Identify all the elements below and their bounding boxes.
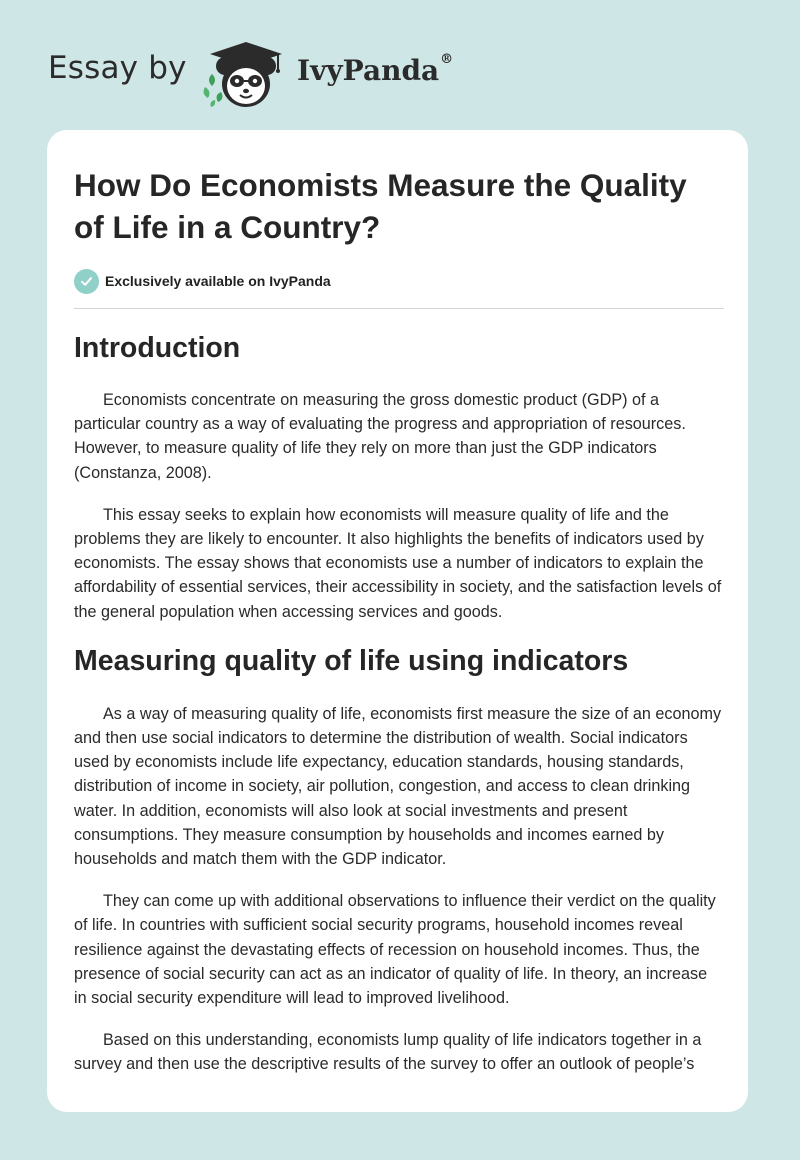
title-divider bbox=[74, 308, 724, 309]
essay-content bbox=[74, 130, 724, 1077]
ivypanda-wordmark[interactable] bbox=[297, 54, 453, 87]
panda-logo-icon[interactable] bbox=[198, 36, 294, 110]
section-heading-introduction: Introduction bbox=[74, 332, 241, 364]
essay-card bbox=[47, 130, 748, 1112]
brand-name-text: IvyPanda bbox=[297, 54, 440, 87]
essay-title: How Do Economists Measure the Quality of Life in a Country? bbox=[74, 167, 687, 245]
site-header bbox=[0, 0, 800, 130]
checkmark-icon bbox=[74, 269, 99, 294]
exclusive-badge bbox=[74, 268, 724, 294]
paragraph: They can come up with additional observations to influence their verdict on the quality of life. In countries with sufficient social security programs, household incomes reveal resilience against the devastating effects of recession on household incomes. Thus, the presence of social security can act as an indicator of quality of life. In theory, an increase in social security expenditure will lead to improved livelihood. bbox=[74, 892, 716, 1008]
section-heading-measuring: Measuring quality of life using indicators bbox=[74, 644, 629, 677]
paragraph: Based on this understanding, economists lump quality of life indicators together in a survey and then use the descriptive results of the survey to offer an outlook of people’s bbox=[74, 1031, 702, 1074]
essay-by-label: Essay by bbox=[48, 50, 187, 86]
paragraph: As a way of measuring quality of life, economists first measure the size of an economy and then use social indicators to determine the distribution of wealth. Social indicators used by economists include life expectancy, education standards, housing standards, distribution of income in society, air pollution, congestion, and access to clean drinking water. In addition, economists will also look at social investments and present consumptions. They measure consumption by households and incomes earned by households and match them with the GDP indicator. bbox=[74, 704, 722, 869]
paragraph: Economists concentrate on measuring the gross domestic product (GDP) of a particular country as a way of evaluating the progress and appropriation of resources. However, to measure quality of life they rely on more than just the GDP indicators (Constanza, 2008). bbox=[74, 391, 686, 482]
exclusive-label: Exclusively available on IvyPanda bbox=[105, 273, 331, 289]
paragraph: This essay seeks to explain how economists will measure quality of life and the problems they are likely to encounter. It also highlights the benefits of indicators used by economists. The essay shows that economists use a number of indicators to explain the affordability of essential services, their accessibility in society, and the satisfaction levels of the general population when accessing services and goods. bbox=[74, 505, 722, 621]
registered-mark: ® bbox=[440, 52, 454, 67]
